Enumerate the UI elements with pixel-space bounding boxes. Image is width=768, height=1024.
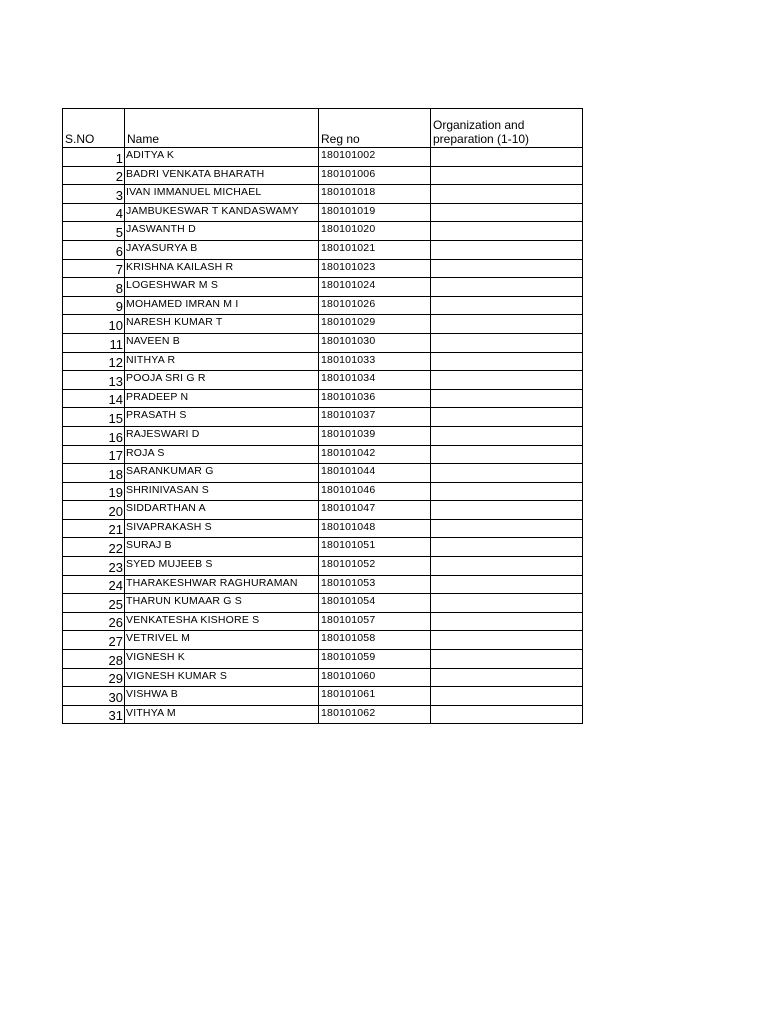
header-reg-no: Reg no <box>319 109 431 148</box>
score-cell[interactable] <box>431 389 583 408</box>
sno-cell: 6 <box>63 240 125 259</box>
score-cell[interactable] <box>431 538 583 557</box>
table-row <box>63 278 583 297</box>
table-row <box>63 482 583 501</box>
sno-cell: 29 <box>63 668 125 687</box>
name-cell: SARANKUMAR G <box>125 464 319 483</box>
reg-cell: 180101018 <box>319 185 431 204</box>
sno-cell: 4 <box>63 203 125 222</box>
reg-cell: 180101051 <box>319 538 431 557</box>
name-cell: POOJA SRI G R <box>125 371 319 390</box>
sno-cell: 16 <box>63 426 125 445</box>
table-row <box>63 687 583 706</box>
sno-cell: 13 <box>63 371 125 390</box>
sno-cell: 18 <box>63 464 125 483</box>
score-cell[interactable] <box>431 650 583 669</box>
name-cell: VIGNESH K <box>125 650 319 669</box>
score-cell[interactable] <box>431 222 583 241</box>
score-cell[interactable] <box>431 148 583 167</box>
name-cell: RAJESWARI D <box>125 426 319 445</box>
reg-cell: 180101020 <box>319 222 431 241</box>
table-row <box>63 501 583 520</box>
score-cell[interactable] <box>431 575 583 594</box>
sno-cell: 14 <box>63 389 125 408</box>
table-row <box>63 426 583 445</box>
header-sno: S.NO <box>63 109 125 148</box>
reg-cell: 180101033 <box>319 352 431 371</box>
score-cell[interactable] <box>431 594 583 613</box>
name-cell: NARESH KUMAR T <box>125 315 319 334</box>
sno-cell: 31 <box>63 705 125 724</box>
table-row <box>63 185 583 204</box>
sno-cell: 5 <box>63 222 125 241</box>
score-cell[interactable] <box>431 501 583 520</box>
name-cell: VITHYA M <box>125 705 319 724</box>
reg-cell: 180101052 <box>319 557 431 576</box>
reg-cell: 180101047 <box>319 501 431 520</box>
sno-cell: 11 <box>63 333 125 352</box>
reg-cell: 180101024 <box>319 278 431 297</box>
table-row <box>63 464 583 483</box>
table-row <box>63 538 583 557</box>
table-row <box>63 333 583 352</box>
table-row <box>63 259 583 278</box>
sno-cell: 25 <box>63 594 125 613</box>
score-cell[interactable] <box>431 240 583 259</box>
table-row <box>63 352 583 371</box>
name-cell: MOHAMED IMRAN M I <box>125 296 319 315</box>
student-evaluation-table <box>62 108 583 724</box>
sno-cell: 21 <box>63 519 125 538</box>
table-row <box>63 557 583 576</box>
table-row <box>63 519 583 538</box>
table-row <box>63 148 583 167</box>
table-row <box>63 240 583 259</box>
sno-cell: 1 <box>63 148 125 167</box>
sno-cell: 30 <box>63 687 125 706</box>
sno-cell: 2 <box>63 166 125 185</box>
reg-cell: 180101048 <box>319 519 431 538</box>
score-cell[interactable] <box>431 296 583 315</box>
score-cell[interactable] <box>431 166 583 185</box>
sno-cell: 24 <box>63 575 125 594</box>
sno-cell: 20 <box>63 501 125 520</box>
table-row <box>63 296 583 315</box>
score-cell[interactable] <box>431 482 583 501</box>
sno-cell: 3 <box>63 185 125 204</box>
sno-cell: 27 <box>63 631 125 650</box>
name-cell: VIGNESH KUMAR S <box>125 668 319 687</box>
reg-cell: 180101044 <box>319 464 431 483</box>
reg-cell: 180101053 <box>319 575 431 594</box>
name-cell: THARUN KUMAAR G S <box>125 594 319 613</box>
score-cell[interactable] <box>431 408 583 427</box>
score-cell[interactable] <box>431 445 583 464</box>
name-cell: ROJA S <box>125 445 319 464</box>
reg-cell: 180101002 <box>319 148 431 167</box>
score-cell[interactable] <box>431 557 583 576</box>
reg-cell: 180101054 <box>319 594 431 613</box>
reg-cell: 180101006 <box>319 166 431 185</box>
name-cell: ADITYA K <box>125 148 319 167</box>
table-row <box>63 222 583 241</box>
table-row <box>63 445 583 464</box>
table-row <box>63 631 583 650</box>
reg-cell: 180101036 <box>319 389 431 408</box>
sno-cell: 23 <box>63 557 125 576</box>
table-row <box>63 668 583 687</box>
name-cell: KRISHNA KAILASH R <box>125 259 319 278</box>
sno-cell: 26 <box>63 612 125 631</box>
sno-cell: 19 <box>63 482 125 501</box>
reg-cell: 180101042 <box>319 445 431 464</box>
name-cell: VENKATESHA KISHORE S <box>125 612 319 631</box>
score-cell[interactable] <box>431 352 583 371</box>
table-body <box>63 148 583 724</box>
sno-cell: 15 <box>63 408 125 427</box>
reg-cell: 180101019 <box>319 203 431 222</box>
name-cell: IVAN IMMANUEL MICHAEL <box>125 185 319 204</box>
name-cell: PRADEEP N <box>125 389 319 408</box>
table-row <box>63 203 583 222</box>
reg-cell: 180101037 <box>319 408 431 427</box>
table-row <box>63 408 583 427</box>
name-cell: JASWANTH D <box>125 222 319 241</box>
score-cell[interactable] <box>431 631 583 650</box>
name-cell: SHRINIVASAN S <box>125 482 319 501</box>
name-cell: SYED MUJEEB S <box>125 557 319 576</box>
reg-cell: 180101030 <box>319 333 431 352</box>
table-row <box>63 166 583 185</box>
sno-cell: 12 <box>63 352 125 371</box>
sno-cell: 7 <box>63 259 125 278</box>
name-cell: NAVEEN B <box>125 333 319 352</box>
name-cell: NITHYA R <box>125 352 319 371</box>
score-cell[interactable] <box>431 668 583 687</box>
table-row <box>63 594 583 613</box>
reg-cell: 180101029 <box>319 315 431 334</box>
score-cell[interactable] <box>431 278 583 297</box>
score-cell[interactable] <box>431 519 583 538</box>
reg-cell: 180101034 <box>319 371 431 390</box>
sno-cell: 9 <box>63 296 125 315</box>
reg-cell: 180101059 <box>319 650 431 669</box>
score-cell[interactable] <box>431 687 583 706</box>
table-row <box>63 650 583 669</box>
score-cell[interactable] <box>431 315 583 334</box>
name-cell: SIDDARTHAN A <box>125 501 319 520</box>
score-cell[interactable] <box>431 705 583 724</box>
table-row <box>63 371 583 390</box>
reg-cell: 180101060 <box>319 668 431 687</box>
name-cell: VISHWA B <box>125 687 319 706</box>
name-cell: PRASATH S <box>125 408 319 427</box>
name-cell: BADRI VENKATA BHARATH <box>125 166 319 185</box>
score-cell[interactable] <box>431 259 583 278</box>
reg-cell: 180101021 <box>319 240 431 259</box>
header-row <box>63 109 583 148</box>
score-cell[interactable] <box>431 426 583 445</box>
sno-cell: 17 <box>63 445 125 464</box>
reg-cell: 180101058 <box>319 631 431 650</box>
score-cell[interactable] <box>431 203 583 222</box>
table-row <box>63 612 583 631</box>
reg-cell: 180101057 <box>319 612 431 631</box>
reg-cell: 180101062 <box>319 705 431 724</box>
name-cell: LOGESHWAR M S <box>125 278 319 297</box>
table-row <box>63 705 583 724</box>
score-cell[interactable] <box>431 371 583 390</box>
table-row <box>63 575 583 594</box>
sno-cell: 8 <box>63 278 125 297</box>
score-cell[interactable] <box>431 185 583 204</box>
sno-cell: 22 <box>63 538 125 557</box>
name-cell: VETRIVEL M <box>125 631 319 650</box>
reg-cell: 180101046 <box>319 482 431 501</box>
reg-cell: 180101061 <box>319 687 431 706</box>
reg-cell: 180101039 <box>319 426 431 445</box>
header-organization-preparation: Organization and preparation (1-10) <box>431 109 583 148</box>
sno-cell: 28 <box>63 650 125 669</box>
reg-cell: 180101023 <box>319 259 431 278</box>
reg-cell: 180101026 <box>319 296 431 315</box>
table-row <box>63 315 583 334</box>
name-cell: JAYASURYA B <box>125 240 319 259</box>
sno-cell: 10 <box>63 315 125 334</box>
name-cell: JAMBUKESWAR T KANDASWAMY <box>125 203 319 222</box>
name-cell: SIVAPRAKASH S <box>125 519 319 538</box>
name-cell: THARAKESHWAR RAGHURAMAN <box>125 575 319 594</box>
name-cell: SURAJ B <box>125 538 319 557</box>
score-cell[interactable] <box>431 612 583 631</box>
header-name: Name <box>125 109 319 148</box>
table-row <box>63 389 583 408</box>
score-cell[interactable] <box>431 464 583 483</box>
score-cell[interactable] <box>431 333 583 352</box>
